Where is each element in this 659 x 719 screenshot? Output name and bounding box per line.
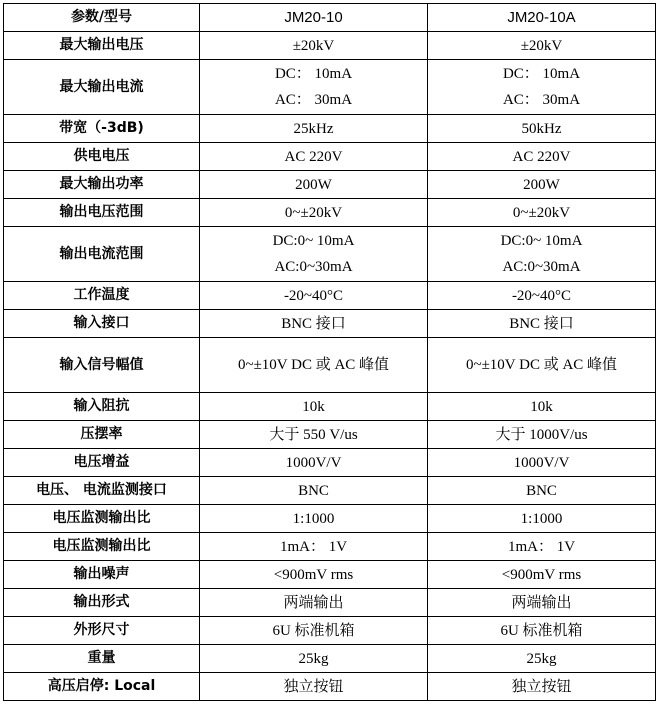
value-cell-a: 25kHz [200,115,428,143]
table-row [4,561,656,589]
table-row [4,310,656,338]
value-cell-b: 1:1000 [428,505,656,533]
value-cell-b: BNC 接口 [428,310,656,338]
table-row [4,60,656,115]
row-label: 外形尺寸 [4,617,200,645]
value-cell-a: ±20kV [200,32,428,60]
row-label: 输入信号幅值 [4,338,200,393]
value-cell-b: 6U 标准机箱 [428,617,656,645]
value-line: DC:0~ 10mA [272,233,355,249]
value-cell-a: 1000V/V [200,449,428,477]
value-cell-b: 两端输出 [428,589,656,617]
table-row [4,477,656,505]
value-cell-a: 1:1000 [200,505,428,533]
value-cell-b: BNC [428,477,656,505]
value-cell-a: 0~±20kV [200,199,428,227]
value-cell-b: AC 220V [428,143,656,171]
table-row [4,393,656,421]
value-cell-a: <900mV rms [200,561,428,589]
header-row [4,4,656,32]
value-cell-b: <900mV rms [428,561,656,589]
value-cell-b [428,227,656,282]
value-cell-a: 200W [200,171,428,199]
table-row [4,645,656,673]
value-line: DC:0~ 10mA [500,233,583,249]
table-row [4,143,656,171]
value-cell-a: 25kg [200,645,428,673]
row-label: 电压监测输出比 [4,533,200,561]
value-cell-b: 1mA： 1V [428,533,656,561]
row-label: 压摆率 [4,421,200,449]
value-cell-a: BNC [200,477,428,505]
row-label: 电压增益 [4,449,200,477]
table-row [4,115,656,143]
table-row [4,282,656,310]
value-cell-a: AC 220V [200,143,428,171]
header-model-b: JM20-10A [428,4,656,32]
value-cell-a: 6U 标准机箱 [200,617,428,645]
value-line: AC： 30mA [502,92,581,108]
row-label: 最大输出功率 [4,171,200,199]
row-label: 最大输出电流 [4,60,200,115]
row-label: 输出电压范围 [4,199,200,227]
row-label: 最大输出电压 [4,32,200,60]
value-line: AC:0~30mA [274,259,353,275]
row-label: 输出噪声 [4,561,200,589]
value-line: AC： 30mA [274,92,353,108]
value-cell-b: 独立按钮 [428,673,656,701]
value-cell-a: BNC 接口 [200,310,428,338]
value-cell-a: 10k [200,393,428,421]
value-cell-a: 两端输出 [200,589,428,617]
table-row [4,505,656,533]
row-label: 输入阻抗 [4,393,200,421]
table-row [4,533,656,561]
table-row [4,589,656,617]
table-row [4,421,656,449]
table-row [4,171,656,199]
table-row [4,338,656,393]
value-cell-b: 1000V/V [428,449,656,477]
value-line: DC： 10mA [502,66,581,82]
value-line: AC:0~30mA [502,259,581,275]
table-row [4,617,656,645]
table-row [4,199,656,227]
value-cell-b: 200W [428,171,656,199]
row-label: 工作温度 [4,282,200,310]
value-cell-b: 10k [428,393,656,421]
row-label: 输入接口 [4,310,200,338]
value-cell-a: 0~±10V DC 或 AC 峰值 [200,338,428,393]
spec-table [3,3,656,701]
value-cell-b: 大于 1000V/us [428,421,656,449]
value-cell-b [428,60,656,115]
row-label: 输出形式 [4,589,200,617]
table-row [4,449,656,477]
value-cell-b: 25kg [428,645,656,673]
header-model-a: JM20-10 [200,4,428,32]
row-label: 高压启停: Local [4,673,200,701]
value-cell-b: 0~±10V DC 或 AC 峰值 [428,338,656,393]
table-row [4,227,656,282]
row-label: 带宽（-3dB) [4,115,200,143]
table-row [4,673,656,701]
value-line: DC： 10mA [274,66,353,82]
value-cell-b: -20~40°C [428,282,656,310]
header-param-label: 参数/型号 [4,4,200,32]
row-label: 电压监测输出比 [4,505,200,533]
value-cell-a [200,227,428,282]
table-row [4,32,656,60]
value-cell-a [200,60,428,115]
value-cell-a: 独立按钮 [200,673,428,701]
value-cell-b: 50kHz [428,115,656,143]
value-cell-a: 1mA： 1V [200,533,428,561]
row-label: 电压、 电流监测接口 [4,477,200,505]
value-cell-a: -20~40°C [200,282,428,310]
spec-table-body [4,4,656,701]
value-cell-a: 大于 550 V/us [200,421,428,449]
row-label: 重量 [4,645,200,673]
value-cell-b: 0~±20kV [428,199,656,227]
row-label: 供电电压 [4,143,200,171]
value-cell-b: ±20kV [428,32,656,60]
row-label: 输出电流范围 [4,227,200,282]
